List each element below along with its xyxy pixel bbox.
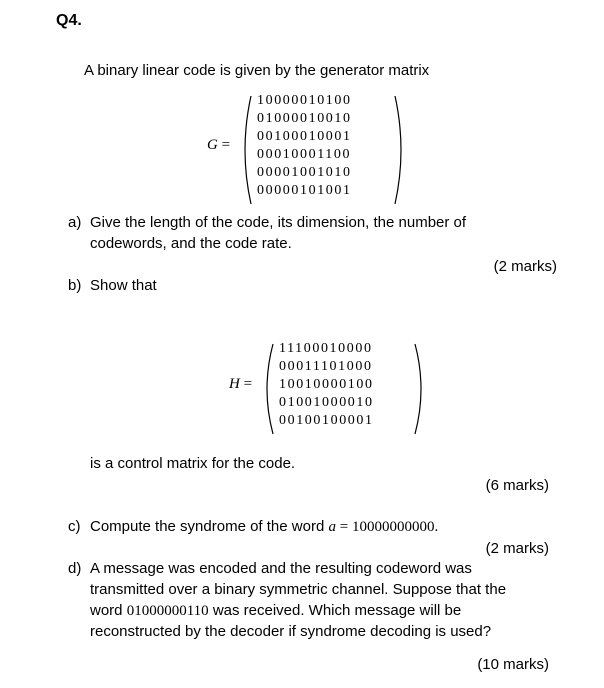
matrix-h-row: 01001000010 <box>279 395 374 410</box>
part-b-label: b) <box>68 277 82 294</box>
part-b-marks: (6 marks) <box>485 477 549 494</box>
part-c-text: Compute the syndrome of the word <box>90 518 325 535</box>
matrix-g-label <box>207 137 230 154</box>
part-d-marks: (10 marks) <box>477 656 549 673</box>
part-d-received-word: 01000000110 <box>126 603 209 619</box>
matrix-h-row: 10010000100 <box>279 377 374 392</box>
part-d-line2: transmitted over a binary symmetric channel. Suppose that the <box>90 581 507 598</box>
part-c-equals: = <box>339 519 349 535</box>
matrix-h-equals: = <box>243 376 253 392</box>
matrix-g-row: 00100010001 <box>257 129 352 144</box>
matrix-h-row: 11100010000 <box>279 341 373 356</box>
matrix-g-right-paren <box>392 94 408 206</box>
matrix-g <box>257 92 352 200</box>
matrix-h-row: 00100100001 <box>279 413 374 428</box>
part-c-var: a <box>328 519 336 535</box>
intro-text: A binary linear code is given by the generator matrix <box>84 62 430 79</box>
matrix-h-left-paren <box>260 342 276 436</box>
part-c-line <box>90 518 438 536</box>
part-b-text: Show that <box>90 277 157 294</box>
matrix-h-row: 00011101000 <box>279 359 373 374</box>
part-a-line2: codewords, and the code rate. <box>90 235 292 252</box>
matrix-h-symbol: H <box>229 376 240 392</box>
matrix-g-row: 10000010100 <box>257 93 352 108</box>
matrix-g-symbol: G <box>207 137 218 153</box>
matrix-h-label <box>229 376 252 393</box>
part-d-line3 <box>90 602 461 620</box>
part-c-word: 10000000000. <box>351 519 439 535</box>
part-a-label: a) <box>68 214 82 231</box>
part-d-line3-post: was received. Which message will be <box>212 602 462 619</box>
part-b-after: is a control matrix for the code. <box>90 455 296 472</box>
part-c-formula <box>328 519 438 535</box>
matrix-g-row: 00010001100 <box>257 147 352 162</box>
part-c-label: c) <box>68 518 81 535</box>
part-a-line1: Give the length of the code, its dimension, the number of <box>90 214 467 231</box>
matrix-g-left-paren <box>238 94 254 206</box>
matrix-g-equals: = <box>221 137 231 153</box>
matrix-h-right-paren <box>412 342 428 436</box>
part-a-marks: (2 marks) <box>493 258 557 275</box>
matrix-g-row: 00001001010 <box>257 165 352 180</box>
part-d-line4: reconstructed by the decoder if syndrome decoding is used? <box>90 623 492 640</box>
part-d-label: d) <box>68 560 82 577</box>
part-d-line1: A message was encoded and the resulting codeword was <box>90 560 472 577</box>
matrix-h <box>279 340 374 430</box>
matrix-g-row: 01000010010 <box>257 111 352 126</box>
matrix-g-row: 00000101001 <box>257 183 352 198</box>
part-c-marks: (2 marks) <box>485 540 549 557</box>
part-d-line3-pre: word <box>90 602 123 619</box>
question-label: Q4. <box>56 12 82 29</box>
